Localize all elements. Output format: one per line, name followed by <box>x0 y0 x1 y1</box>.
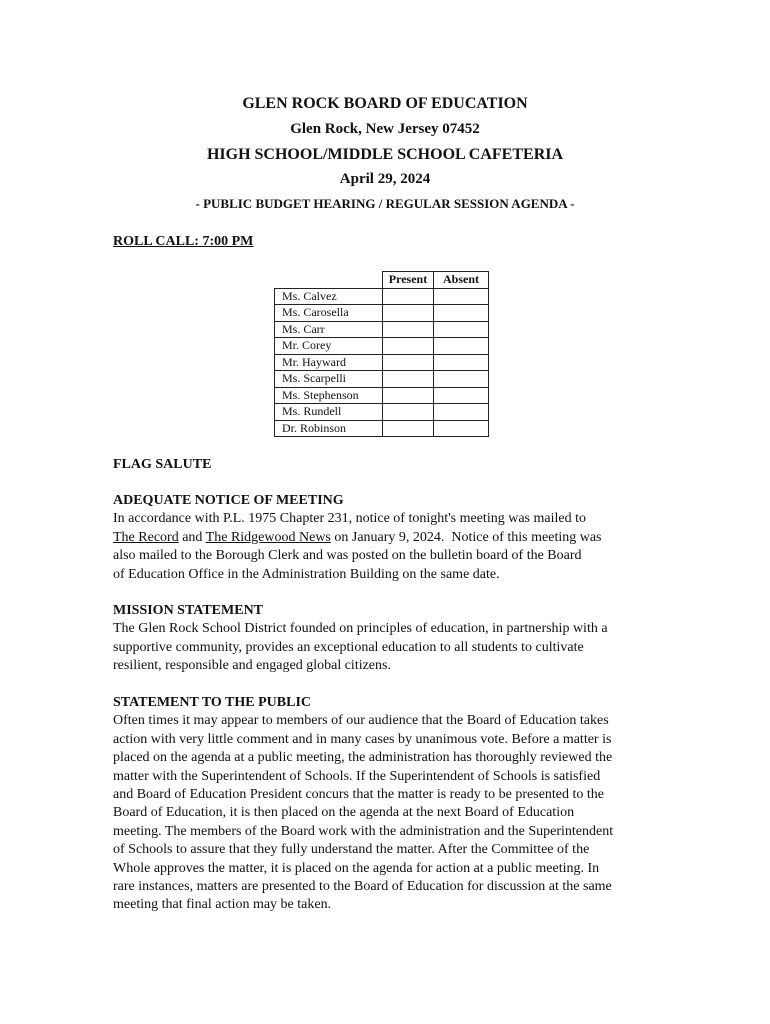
mission-line: resilient, responsible and engaged global citizens. <box>113 658 391 674</box>
public-statement-section <box>113 694 673 915</box>
present-cell <box>383 305 434 322</box>
present-cell <box>383 321 434 338</box>
absent-column-header: Absent <box>434 272 489 289</box>
mission-line: The Glen Rock School District founded on principles of education, in partnership with a <box>113 621 608 637</box>
absent-cell <box>434 305 489 322</box>
public-statement-title: STATEMENT TO THE PUBLIC <box>113 695 312 710</box>
absent-cell <box>434 321 489 338</box>
public-statement-line: meeting that final action may be taken. <box>113 897 332 913</box>
mission-title: MISSION STATEMENT <box>113 603 264 618</box>
public-statement-line: Board of Education, it is then placed on the agenda at the next Board of Education <box>113 805 575 821</box>
table-row <box>275 354 489 371</box>
public-statement-line: matter with the Superintendent of Schools. If the Superintendent of Schools is satisfied <box>113 768 601 784</box>
member-name: Mr. Hayward <box>275 354 383 371</box>
member-name: Ms. Scarpelli <box>275 371 383 388</box>
roll-call-header-blank <box>275 272 383 289</box>
public-statement-line: Whole approves the matter, it is placed on the agenda for action at a public meeting. In <box>113 860 600 876</box>
member-name: Dr. Robinson <box>275 420 383 437</box>
mission-section <box>113 602 673 676</box>
absent-cell <box>434 338 489 355</box>
member-name: Ms. Carr <box>275 321 383 338</box>
table-row <box>275 371 489 388</box>
present-column-header: Present <box>383 272 434 289</box>
table-row <box>275 420 489 437</box>
present-cell <box>383 404 434 421</box>
public-statement-line: action with very little comment and in many cases by unanimous vote. Before a matter is <box>113 731 612 747</box>
member-name: Ms. Carosella <box>275 305 383 322</box>
newspaper-name: The Record <box>113 529 179 545</box>
absent-cell <box>434 371 489 388</box>
notice-line: In accordance with P.L. 1975 Chapter 231, notice of tonight's meeting was mailed to <box>113 511 586 527</box>
mission-line: supportive community, provides an exceptional education to all students to cultivate <box>113 639 584 655</box>
absent-cell <box>434 404 489 421</box>
absent-cell <box>434 288 489 305</box>
notice-line: of Education Office in the Administration Building on the same date. <box>113 566 500 582</box>
table-row <box>275 338 489 355</box>
public-statement-line: Often times it may appear to members of our audience that the Board of Education takes <box>113 713 609 729</box>
absent-cell <box>434 387 489 404</box>
venue-heading: HIGH SCHOOL/MIDDLE SCHOOL CAFETERIA <box>206 146 564 163</box>
roll-call-header-row <box>275 272 489 289</box>
table-row <box>275 305 489 322</box>
roll-call-table <box>274 271 489 437</box>
newspaper-name: The Ridgewood News <box>205 529 331 545</box>
notice-line <box>113 529 673 547</box>
absent-cell <box>434 420 489 437</box>
notice-line: also mailed to the Borough Clerk and was posted on the bulletin board of the Board <box>113 548 582 564</box>
notice-title: ADEQUATE NOTICE OF MEETING <box>113 493 344 508</box>
notice-line-rest: on January 9, 2024. Notice of this meeting was <box>330 529 602 545</box>
absent-cell <box>434 354 489 371</box>
location-heading: Glen Rock, New Jersey 07452 <box>290 121 480 137</box>
present-cell <box>383 420 434 437</box>
flag-salute-title: FLAG SALUTE <box>113 457 212 472</box>
flag-salute-section <box>113 456 673 474</box>
present-cell <box>383 288 434 305</box>
member-name: Ms. Rundell <box>275 404 383 421</box>
member-name: Ms. Stephenson <box>275 387 383 404</box>
table-row <box>275 288 489 305</box>
public-statement-line: meeting. The members of the Board work with the administration and the Superintendent <box>113 823 614 839</box>
roll-call-title: ROLL CALL: 7:00 PM <box>113 234 254 249</box>
public-statement-line: placed on the agenda at a public meeting, the administration has thoroughly reviewed the <box>113 750 613 766</box>
table-row <box>275 404 489 421</box>
present-cell <box>383 387 434 404</box>
table-row <box>275 321 489 338</box>
agenda-subtitle: - PUBLIC BUDGET HEARING / REGULAR SESSION AGENDA - <box>195 196 575 211</box>
table-row <box>275 387 489 404</box>
present-cell <box>383 338 434 355</box>
present-cell <box>383 371 434 388</box>
board-name-heading: GLEN ROCK BOARD OF EDUCATION <box>242 95 528 112</box>
member-name: Ms. Calvez <box>275 288 383 305</box>
public-statement-line: rare instances, matters are presented to the Board of Education for discussion at the same <box>113 879 612 895</box>
notice-section <box>113 492 673 584</box>
notice-conjunction: and <box>178 529 206 545</box>
public-statement-line: of Schools to assure that they fully understand the matter. After the Committee of the <box>113 842 590 858</box>
present-cell <box>383 354 434 371</box>
public-statement-line: and Board of Education President concurs that the matter is ready to be presented to the <box>113 787 605 803</box>
member-name: Mr. Corey <box>275 338 383 355</box>
meeting-date: April 29, 2024 <box>339 171 431 187</box>
